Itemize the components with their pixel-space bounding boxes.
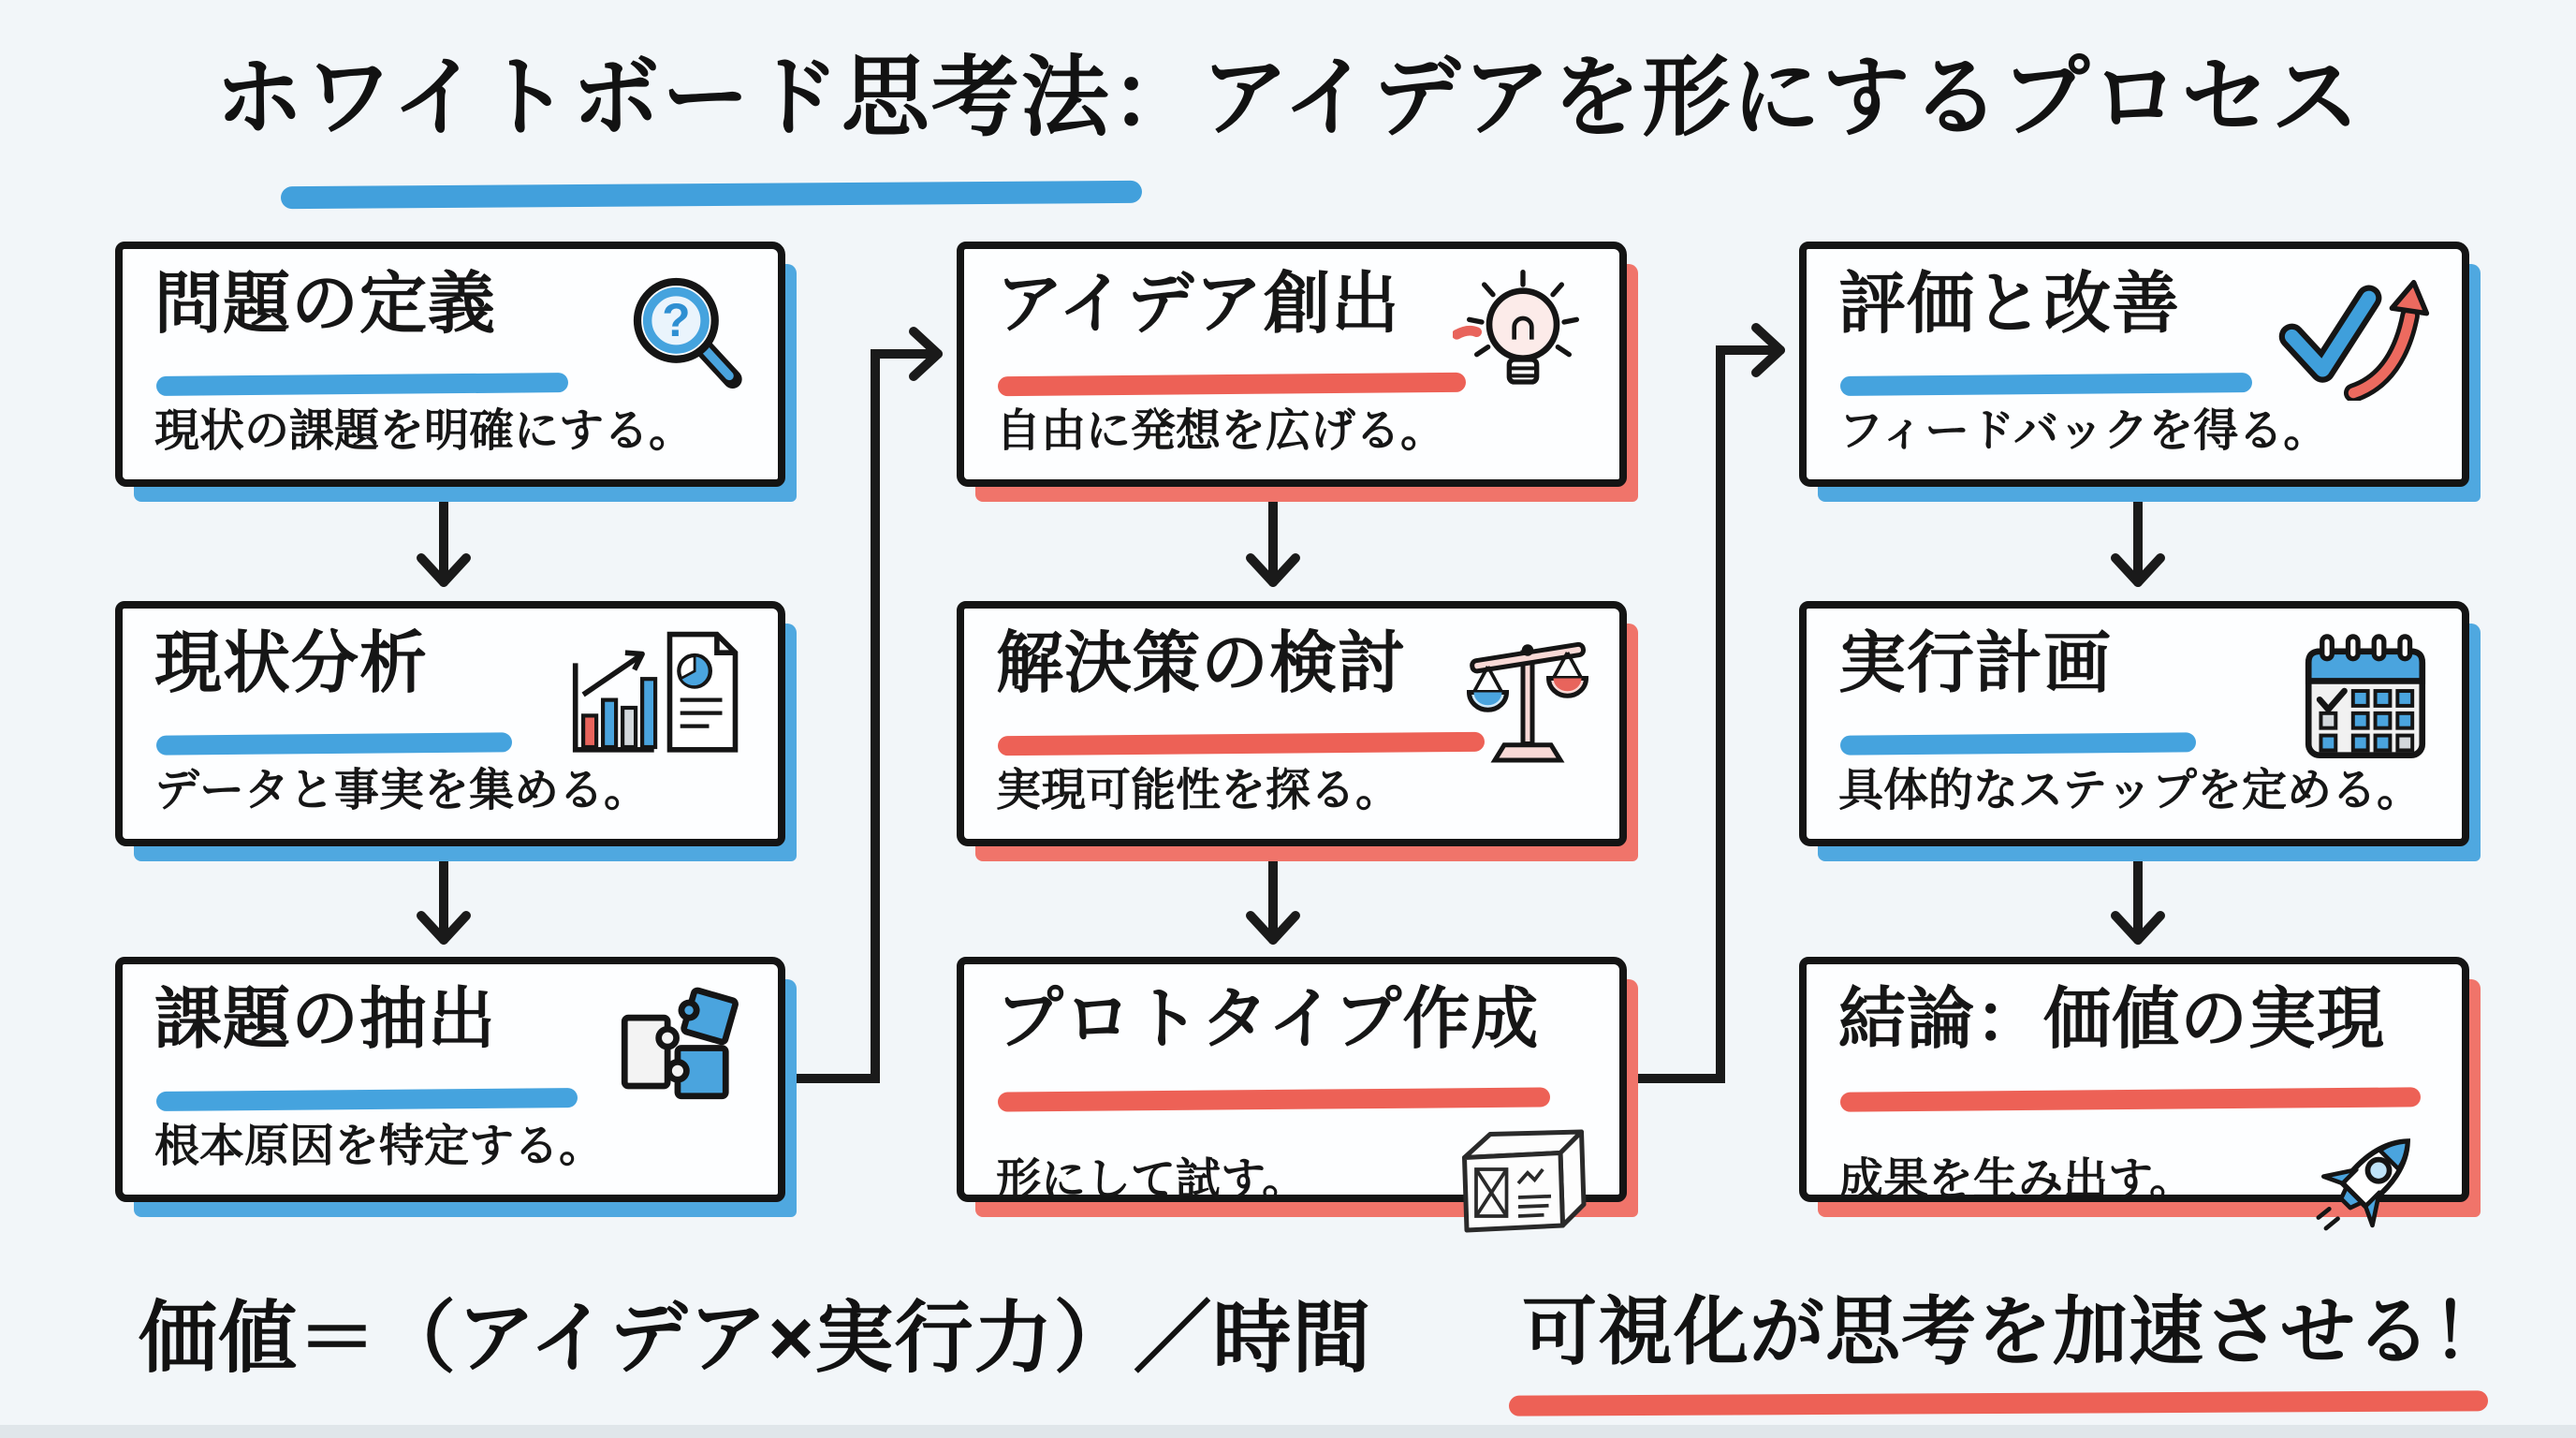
step-title: 結論：価値の実現 xyxy=(1838,982,2386,1057)
step-box-9 xyxy=(1799,957,2469,1206)
marker-underline xyxy=(156,732,512,755)
step-title: 解決策の検討 xyxy=(996,626,1407,701)
marker-underline xyxy=(998,732,1485,756)
step-title: 問題の定義 xyxy=(154,267,497,342)
marker-underline xyxy=(156,1088,578,1111)
arrow-step6-step7 xyxy=(1629,350,1780,1078)
arrow-step3-step4 xyxy=(786,354,938,1078)
step-title: プロトタイプ作成 xyxy=(996,982,1540,1057)
step-desc: 形にして試す。 xyxy=(996,1155,1308,1206)
slogan-text: 可視化が思考を加速させる！ xyxy=(1522,1290,2508,1373)
chart-document-icon xyxy=(555,629,752,765)
page-title: ホワイトボード思考法：アイデアを形にするプロセス xyxy=(214,48,2362,146)
step-desc: 自由に発想を広げる。 xyxy=(996,406,1446,456)
step-box-3 xyxy=(115,957,785,1202)
value-formula: 価値＝（アイデア×実行力）／時間 xyxy=(139,1294,1372,1382)
marker-underline xyxy=(1840,732,2196,755)
marker-underline xyxy=(156,373,568,396)
step-box-4 xyxy=(957,242,1627,487)
calendar-icon xyxy=(2295,629,2436,765)
marker-underline xyxy=(1840,1087,2421,1111)
marker-underline xyxy=(1840,373,2252,396)
step-desc: 根本原因を特定する。 xyxy=(154,1122,605,1171)
step-desc: 実現可能性を探る。 xyxy=(996,766,1401,815)
step-box-1 xyxy=(115,242,785,487)
check-trend-icon xyxy=(2276,270,2436,405)
marker-underline xyxy=(998,373,1466,396)
step-box-6 xyxy=(957,957,1627,1206)
step-title: アイデア創出 xyxy=(996,267,1400,342)
step-box-7 xyxy=(1799,242,2469,487)
lightbulb-icon xyxy=(1453,270,1593,405)
step-desc: データと事実を集める。 xyxy=(154,766,650,815)
puzzle-icon xyxy=(611,985,752,1116)
wireframe-box-icon xyxy=(1443,1123,1593,1240)
marker-underline xyxy=(998,1087,1550,1111)
whiteboard-edge xyxy=(0,1425,2576,1438)
balance-scale-icon xyxy=(1462,629,1593,774)
step-title: 課題の抽出 xyxy=(154,982,497,1057)
step-title: 現状分析 xyxy=(154,626,429,701)
svg-text:?: ? xyxy=(662,293,691,346)
step-desc: 現状の課題を明確にする。 xyxy=(154,406,695,456)
magnifier-question-icon xyxy=(621,270,752,396)
step-desc: 成果を生み出す。 xyxy=(1838,1155,2195,1206)
step-box-8 xyxy=(1799,601,2469,846)
step-desc: 具体的なステップを定める。 xyxy=(1838,766,2422,815)
step-title: 実行計画 xyxy=(1838,626,2113,701)
step-box-2 xyxy=(115,601,785,846)
rocket-icon xyxy=(2309,1123,2436,1240)
step-box-5 xyxy=(957,601,1627,846)
step-title: 評価と改善 xyxy=(1838,267,2181,342)
step-desc: フィードバックを得る。 xyxy=(1838,406,2329,456)
